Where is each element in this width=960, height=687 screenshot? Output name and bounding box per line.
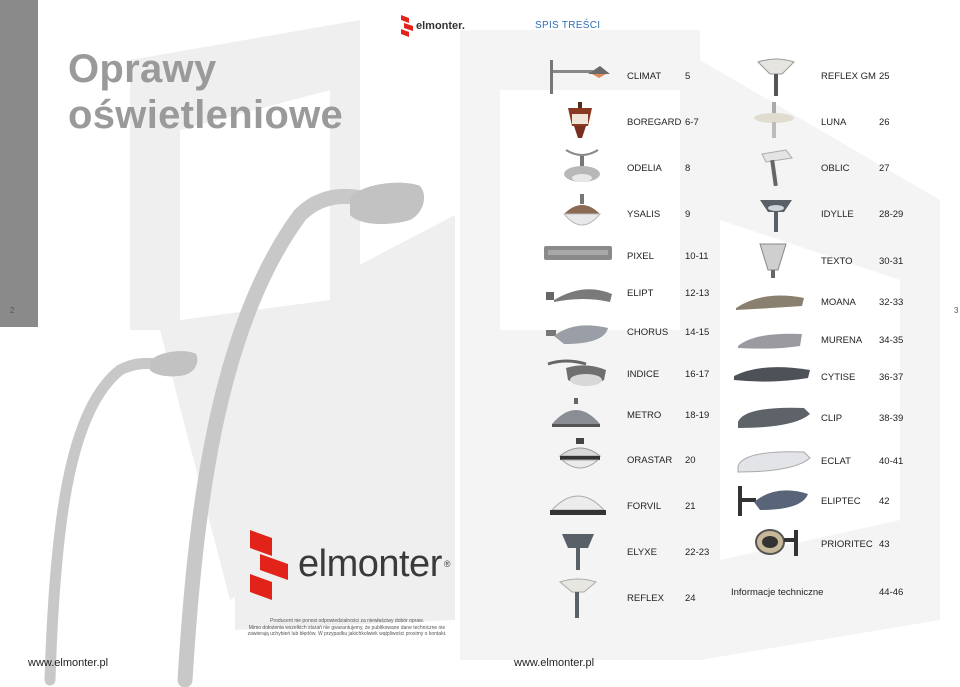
page-number-right: 3 [954, 306, 959, 315]
toc-entry-pages: 9 [685, 209, 691, 220]
toc-entry-pages: 25 [879, 71, 890, 82]
toc-entry-pages: 24 [685, 593, 696, 604]
brand-logo-text: elmonter [298, 542, 442, 585]
thumb-texto [756, 240, 790, 280]
page-number-left: 2 [10, 306, 15, 315]
toc-entry-pages: 32-33 [879, 297, 904, 308]
thumb-eclat [734, 446, 814, 474]
toc-heading: SPIS TREŚCI [535, 20, 601, 31]
thumb-reflex-gm [754, 56, 798, 98]
disclaimer [244, 618, 450, 638]
toc-entry-pages: 5 [685, 71, 691, 82]
toc-entry-pages: 18-19 [685, 410, 710, 421]
toc-entry-pages: 27 [879, 163, 890, 174]
cover-grey-band [0, 0, 38, 327]
toc-entry-name: ELIPT [627, 288, 654, 299]
header-logo [400, 14, 465, 38]
thumb-cytise [732, 362, 812, 386]
registered-mark: ® [443, 559, 451, 569]
cover-title [68, 46, 343, 138]
disclaimer-line1: Producent nie ponosi odpowiedzialności za niewłaściwy dobór opraw. [270, 618, 424, 624]
thumb-moana [734, 290, 806, 312]
toc-entry-name: CLIMAT [627, 71, 662, 82]
toc-entry-pages: 14-15 [685, 327, 710, 338]
thumb-prioritec [752, 526, 802, 560]
toc-entry-name: REFLEX GM [821, 71, 876, 82]
toc-entry-name: METRO [627, 410, 662, 421]
toc-entry-pages: 12-13 [685, 288, 710, 299]
toc-entry-pages: 21 [685, 501, 696, 512]
toc-entry-name: FORVIL [627, 501, 662, 512]
toc-entry-name: ODELIA [627, 163, 662, 174]
thumb-oblic [756, 148, 798, 188]
cover-title-line2: oświetleniowe [68, 93, 344, 137]
toc-entry-pages: 6-7 [685, 117, 699, 128]
disclaimer-line2: Mimo dołożenia wszelkich starań nie gwarantujemy, że publikowane dane techniczne nie [248, 624, 446, 631]
thumb-ysalis [560, 192, 604, 234]
thumb-forvil [546, 484, 610, 520]
footer-url-left[interactable]: www.elmonter.pl [28, 657, 109, 669]
thumb-indice [546, 356, 610, 392]
toc-entry-pages: 20 [685, 455, 696, 466]
toc-entry-pages: 10-11 [685, 251, 709, 262]
thumb-eliptec [736, 484, 812, 518]
thumb-pixel [542, 242, 614, 264]
toc-entry-name: PIXEL [627, 251, 654, 262]
cover-title-line1: Oprawy [68, 47, 217, 91]
toc-entry-pages: 38-39 [879, 413, 904, 424]
thumb-clip [734, 402, 814, 430]
toc-entry-name: INDICE [627, 369, 660, 380]
toc-entry-pages: 40-41 [879, 456, 904, 467]
toc-entry-pages: 43 [879, 539, 890, 550]
thumb-elyxe [558, 528, 598, 572]
toc-entry-name: ECLAT [821, 456, 851, 467]
thumb-odelia [560, 146, 604, 186]
toc-entry-pages: 8 [685, 163, 691, 174]
toc-entry-name: Informacje techniczne [731, 587, 824, 598]
toc-entry-name: ELIPTEC [821, 496, 861, 507]
thumb-boregard [562, 100, 598, 142]
toc-entry-name: ELYXE [627, 547, 657, 558]
toc-entry-pages: 30-31 [879, 256, 904, 267]
thumb-climat [548, 58, 612, 96]
thumb-luna [750, 100, 798, 140]
thumb-reflex [556, 576, 600, 620]
toc-entry-pages: 16-17 [685, 369, 710, 380]
toc-entry-name: BOREGARD [627, 117, 682, 128]
toc-entry-name: PRIORITEC [821, 539, 873, 550]
toc-entry-name: YSALIS [627, 209, 661, 220]
elmonter-logo-mark-icon [248, 528, 290, 600]
toc-entry-name: ORASTAR [627, 455, 673, 466]
header-logo-text: elmonter. [416, 20, 465, 32]
thumb-chorus [544, 318, 610, 348]
toc-entry-name: CYTISE [821, 372, 856, 383]
footer-url-right[interactable]: www.elmonter.pl [514, 657, 595, 669]
toc-entry-pages: 34-35 [879, 335, 904, 346]
toc-entry-name: OBLIC [821, 163, 850, 174]
toc-entry-pages: 44-46 [879, 587, 904, 598]
thumb-metro [548, 396, 604, 432]
thumb-orastar [556, 436, 604, 478]
toc-entry-name: REFLEX [627, 593, 664, 604]
toc-entry-pages: 26 [879, 117, 890, 128]
thumb-idylle [756, 192, 796, 234]
elmonter-logo-icon [400, 15, 414, 37]
toc-entry-name: MOANA [821, 297, 856, 308]
toc-entry-name: CHORUS [627, 327, 669, 338]
lamp-pole-short [50, 363, 165, 680]
toc-entry-name: LUNA [821, 117, 847, 128]
brand-logo [248, 528, 450, 600]
toc-entry-name: MURENA [821, 335, 863, 346]
toc-entry-pages: 28-29 [879, 209, 904, 220]
thumb-murena [734, 330, 806, 352]
toc-entry-name: TEXTO [821, 256, 853, 267]
toc-entry-name: IDYLLE [821, 209, 854, 220]
lamp-head-tall [350, 183, 424, 224]
thumb-elipt [544, 282, 614, 308]
toc-entry-pages: 36-37 [879, 372, 904, 383]
disclaimer-line3: zawierają uchybień lub błędów. W przypadku jakichkolwiek wątpliwości prosimy o kontakt. [247, 631, 447, 637]
toc-entry-pages: 22-23 [685, 547, 710, 558]
toc-entry-pages: 42 [879, 496, 890, 507]
toc-entry-name: CLIP [821, 413, 843, 424]
